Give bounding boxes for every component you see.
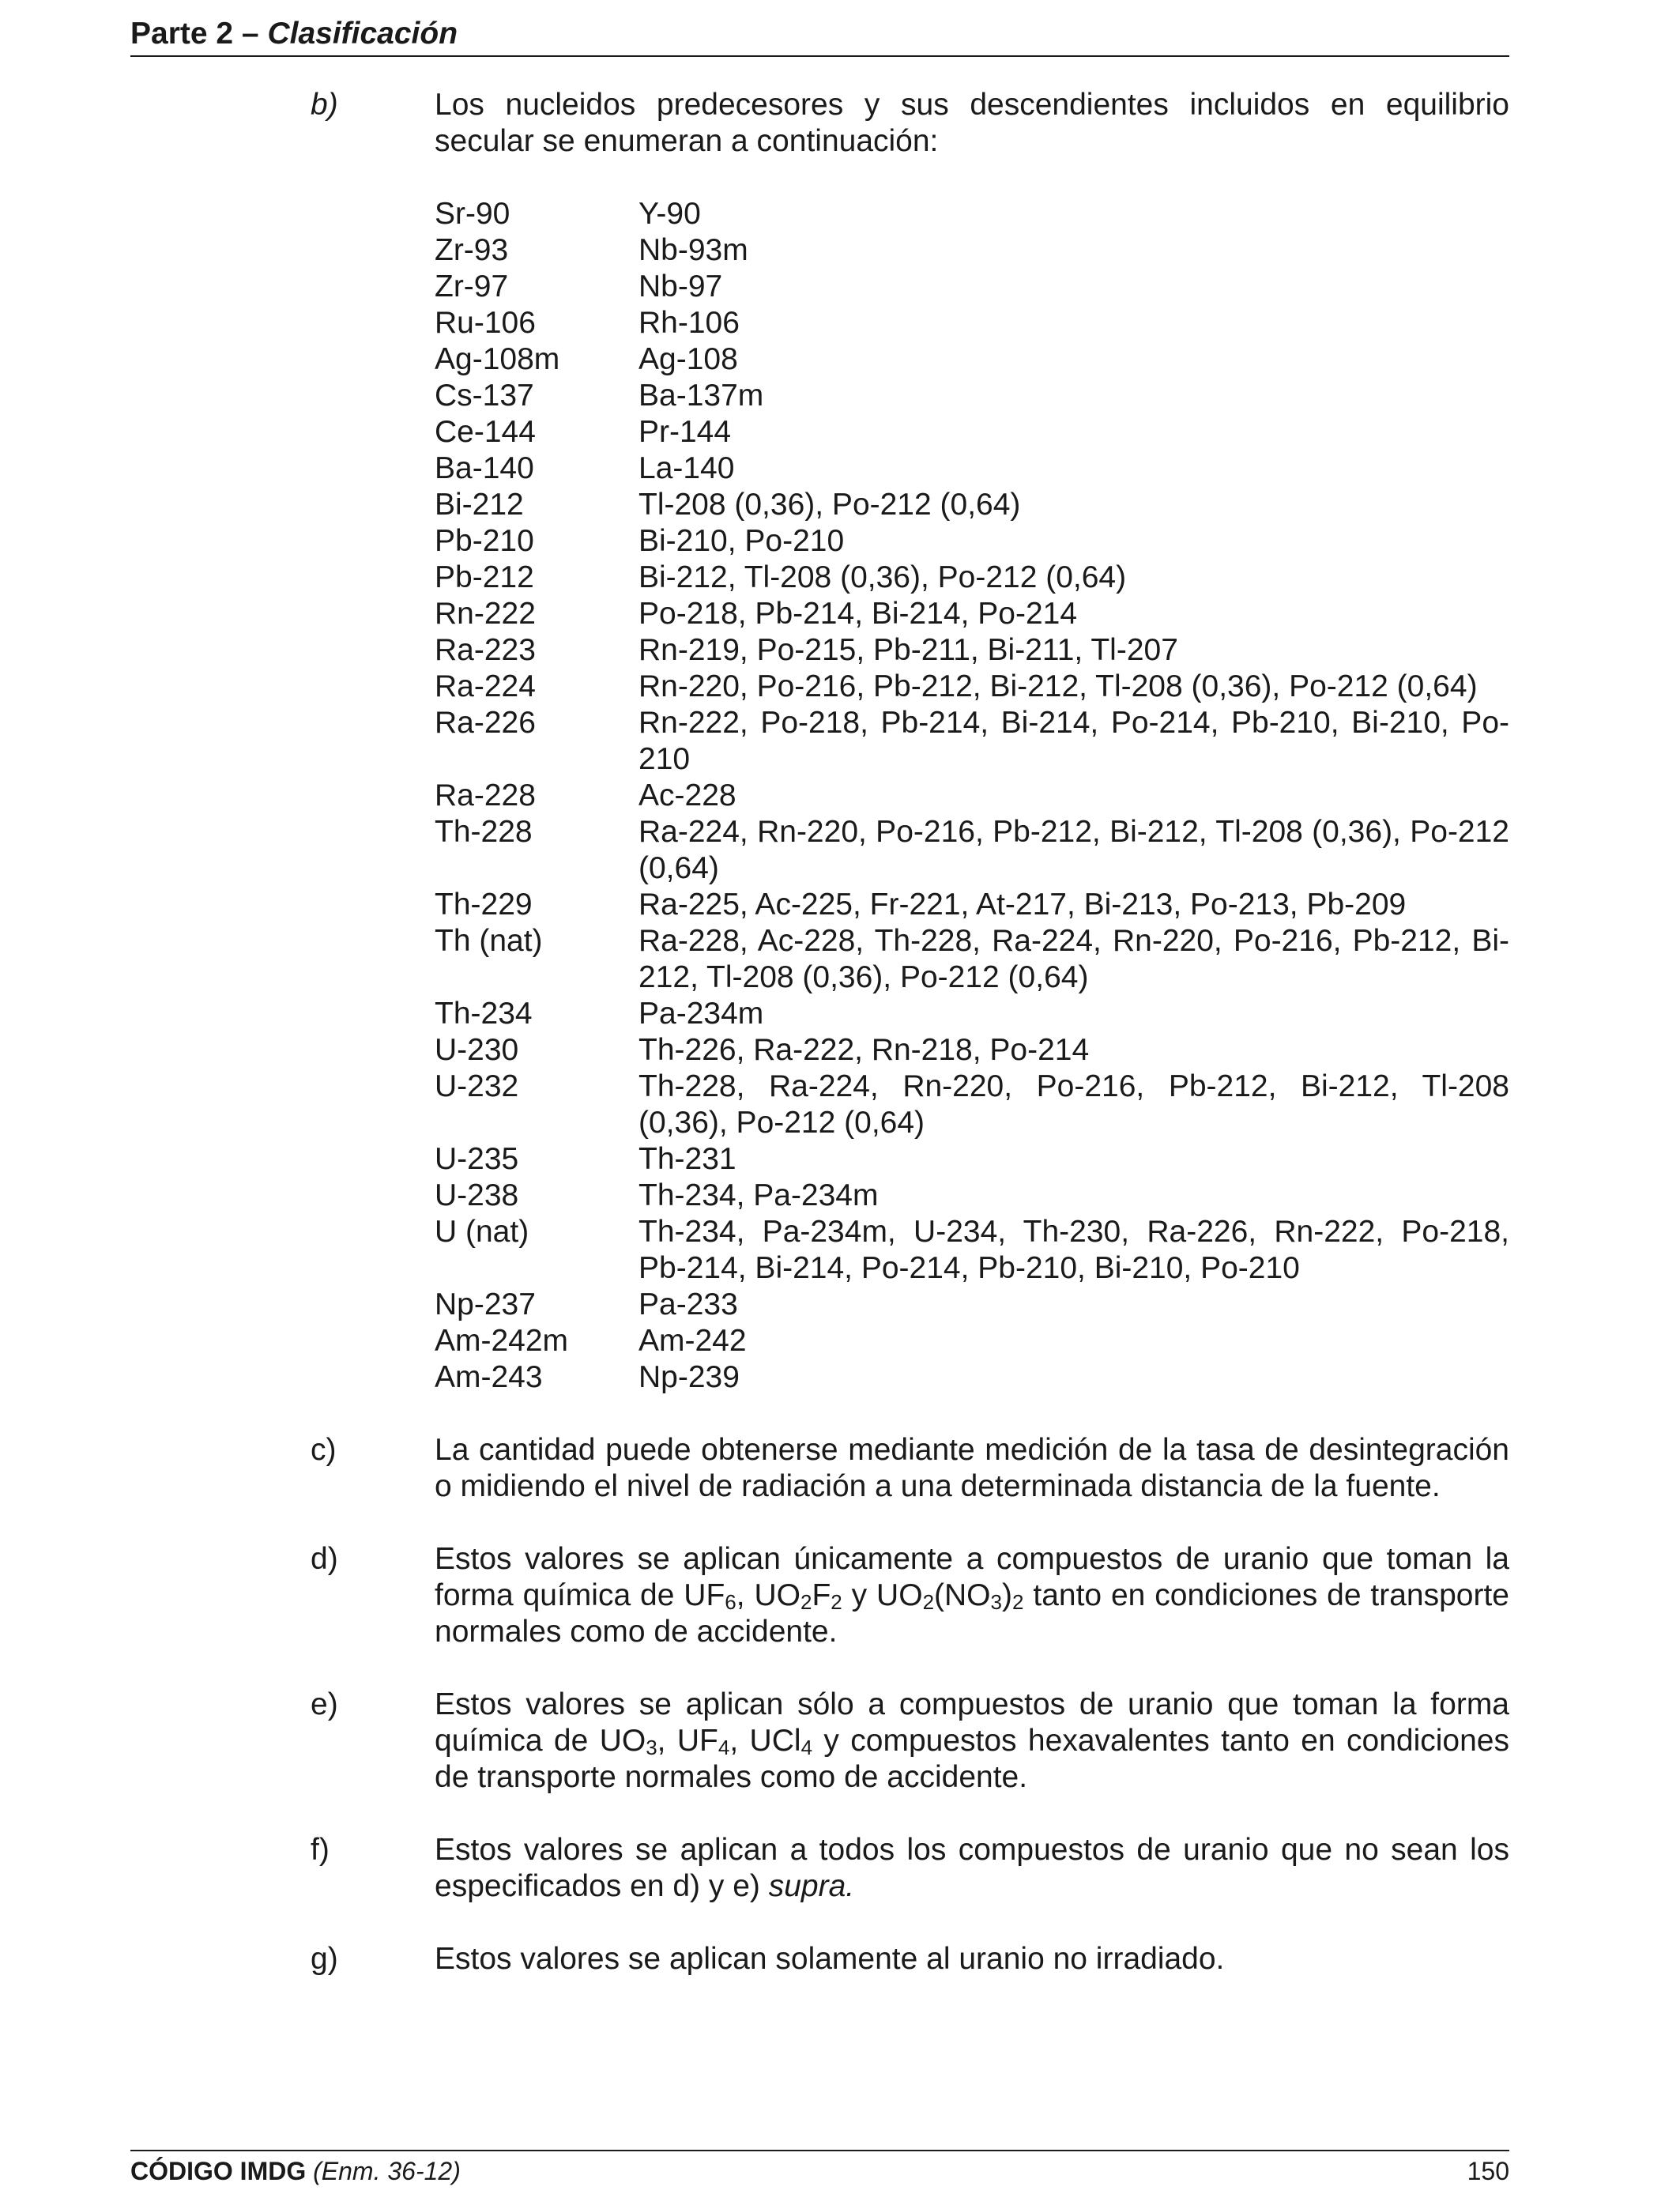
nuclide-parent: Th-228: [435, 815, 533, 849]
item-marker: e): [311, 1687, 338, 1721]
nuclide-row: [435, 1287, 1509, 1323]
nuclide-daughters: Pa-234m: [638, 997, 764, 1031]
nuclide-daughters: Pr-144: [638, 415, 732, 449]
nuclide-daughters: Rn-220, Po-216, Pb-212, Bi-212, Tl-208 (0,36), Po-212 (0,64): [638, 669, 1478, 703]
nuclide-parent: U (nat): [435, 1215, 529, 1249]
nuclide-daughters: Th-234, Pa-234m, U-234, Th-230, Ra-226, Rn-222, Po-218, Pb-214, Bi-214, Po-214, Pb-210, Bi-210, Po-210: [638, 1215, 1509, 1285]
nuclide-row: [435, 705, 1509, 778]
nuclide-daughters: Bi-210, Po-210: [638, 524, 845, 558]
nuclide-parent: Ra-224: [435, 669, 536, 703]
nuclide-row: [435, 1214, 1509, 1287]
nuclide-daughters: Th-234, Pa-234m: [638, 1178, 879, 1212]
nuclide-parent: Zr-93: [435, 233, 509, 267]
nuclide-row: [435, 1069, 1509, 1141]
item-text: Estos valores se aplican únicamente a compuestos de uranio que toman la forma química de $UF_6$, $UO_2F_2$ y $UO_2(NO_3)_2$ tanto en condiciones de transporte normales como de accidente.: [435, 1542, 1510, 1649]
nuclide-parent: U-230: [435, 1033, 519, 1067]
nuclide-daughters: Bi-212, Tl-208 (0,36), Po-212 (0,64): [638, 560, 1127, 594]
nuclide-row: [435, 560, 1509, 596]
nuclide-parent: Pb-212: [435, 560, 534, 594]
nuclide-row: [435, 414, 1509, 450]
nuclide-daughters: Tl-208 (0,36), Po-212 (0,64): [638, 488, 1021, 522]
item-e: [0, 1687, 1680, 1796]
page-footer: [130, 2150, 1509, 2185]
nuclide-parent: Ra-223: [435, 633, 536, 667]
nuclide-row: [435, 1032, 1509, 1069]
nuclide-row: [435, 632, 1509, 669]
item-text: Estos valores se aplican sólo a compuestos de uranio que toman la forma química de $UO_3$, $UF_4$, UCl$_4$ y compuestos hexavalentes tanto en condiciones de transporte normales como de accidente.: [435, 1687, 1509, 1794]
nuclide-row: [435, 1141, 1509, 1178]
nuclide-parent: Am-243: [435, 1360, 543, 1394]
nuclide-parent: Sr-90: [435, 197, 510, 231]
nuclide-daughters: Ra-225, Ac-225, Fr-221, At-217, Bi-213, Po-213, Pb-209: [638, 888, 1407, 922]
nuclide-daughters: Ac-228: [638, 778, 736, 812]
item-text: Estos valores se aplican solamente al uranio no irradiado.: [435, 1942, 1225, 1976]
nuclide-row: [435, 1178, 1509, 1214]
page-content: [0, 87, 1680, 1977]
nuclide-daughters: Y-90: [638, 197, 701, 231]
nuclide-row: [435, 669, 1509, 705]
nuclide-daughters: La-140: [638, 451, 735, 485]
nuclide-parent: Am-242m: [435, 1324, 569, 1358]
nuclide-parent: Zr-97: [435, 270, 509, 303]
nuclide-daughters: Ag-108: [638, 342, 738, 376]
nuclide-parent: Th-229: [435, 888, 533, 922]
page-number: 150: [1467, 2157, 1509, 2185]
header-part: Parte 2 –: [130, 17, 268, 51]
item-marker: d): [311, 1542, 338, 1576]
nuclide-parent: Rn-222: [435, 597, 536, 631]
nuclide-row: [435, 996, 1509, 1032]
nuclide-daughters: Nb-93m: [638, 233, 748, 267]
nuclide-parent: Ra-228: [435, 778, 536, 812]
nuclide-daughters: Po-218, Pb-214, Bi-214, Po-214: [638, 597, 1078, 631]
page-header: [130, 14, 1509, 57]
nuclide-parent: U-238: [435, 1178, 519, 1212]
nuclide-row: [435, 378, 1509, 414]
nuclide-daughters: Ba-137m: [638, 379, 764, 413]
item-marker: c): [311, 1433, 337, 1467]
nuclide-row: [435, 305, 1509, 341]
nuclide-daughters: Rh-106: [638, 306, 740, 340]
nuclide-row: [435, 814, 1509, 887]
nuclide-daughters: Th-228, Ra-224, Rn-220, Po-216, Pb-212, Bi-212, Tl-208 (0,36), Po-212 (0,64): [638, 1069, 1509, 1140]
nuclide-row: [435, 887, 1509, 923]
nuclide-row: [435, 450, 1509, 487]
item-b: [0, 87, 1680, 160]
item-text: Estos valores se aplican a todos los compuestos de uranio que no sean los especificados en d) y e) supra.: [435, 1833, 1509, 1903]
nuclide-parent: Ra-226: [435, 706, 536, 740]
nuclide-daughters: Nb-97: [638, 270, 723, 303]
item-marker: b): [311, 88, 338, 122]
nuclide-row: [435, 596, 1509, 632]
nuclide-parent: Ru-106: [435, 306, 536, 340]
item-g: [0, 1941, 1680, 1977]
nuclide-daughters: Th-226, Ra-222, Rn-218, Po-214: [638, 1033, 1090, 1067]
nuclide-row: [435, 341, 1509, 378]
nuclide-parent: Th-234: [435, 997, 533, 1031]
nuclide-parent: Th (nat): [435, 924, 543, 958]
nuclide-parent: Ce-144: [435, 415, 536, 449]
header-section: Clasificación: [267, 17, 458, 51]
nuclide-daughters: Th-231: [638, 1142, 736, 1176]
nuclide-daughters: Rn-219, Po-215, Pb-211, Bi-211, Tl-207: [638, 633, 1178, 667]
nuclide-row: [435, 1323, 1509, 1359]
item-marker: f): [311, 1833, 330, 1867]
nuclide-row: [435, 923, 1509, 996]
item-text: Los nucleidos predecesores y sus descendientes incluidos en equilibrio secular se enumeran a continuación:: [435, 88, 1509, 158]
nuclide-daughters: Ra-224, Rn-220, Po-216, Pb-212, Bi-212, Tl-208 (0,36), Po-212 (0,64): [638, 815, 1509, 885]
nuclide-parent: Np-237: [435, 1287, 536, 1321]
nuclide-row: [435, 232, 1509, 269]
nuclide-daughters: Rn-222, Po-218, Pb-214, Bi-214, Po-214, Pb-210, Bi-210, Po-210: [638, 706, 1509, 776]
nuclide-parent: U-232: [435, 1069, 519, 1103]
nuclide-parent: U-235: [435, 1142, 519, 1176]
item-c: [0, 1432, 1680, 1505]
nuclide-row: [435, 523, 1509, 560]
nuclide-parent: Ag-108m: [435, 342, 560, 376]
nuclide-parent: Cs-137: [435, 379, 534, 413]
nuclide-daughters: Am-242: [638, 1324, 747, 1358]
item-f: [0, 1832, 1680, 1905]
item-marker: g): [311, 1942, 338, 1976]
nuclide-row: [435, 196, 1509, 232]
nuclide-table: [435, 196, 1509, 1396]
nuclide-daughters: Np-239: [638, 1360, 740, 1394]
nuclide-row: [435, 1359, 1509, 1396]
footer-code: CÓDIGO IMDG: [130, 2157, 307, 2185]
nuclide-parent: Ba-140: [435, 451, 534, 485]
nuclide-row: [435, 269, 1509, 305]
nuclide-daughters: Pa-233: [638, 1287, 738, 1321]
item-d: [0, 1541, 1680, 1650]
nuclide-parent: Pb-210: [435, 524, 534, 558]
nuclide-row: [435, 487, 1509, 523]
nuclide-parent: Bi-212: [435, 488, 524, 522]
nuclide-row: [435, 778, 1509, 814]
nuclide-daughters: Ra-228, Ac-228, Th-228, Ra-224, Rn-220, Po-216, Pb-212, Bi-212, Tl-208 (0,36), Po-212 (0,64): [638, 924, 1509, 994]
footer-amendment: (Enm. 36-12): [306, 2157, 461, 2185]
item-text: La cantidad puede obtenerse mediante medición de la tasa de desintegración o midiendo el nivel de radiación a una determinada distancia de la fuente.: [435, 1433, 1509, 1503]
